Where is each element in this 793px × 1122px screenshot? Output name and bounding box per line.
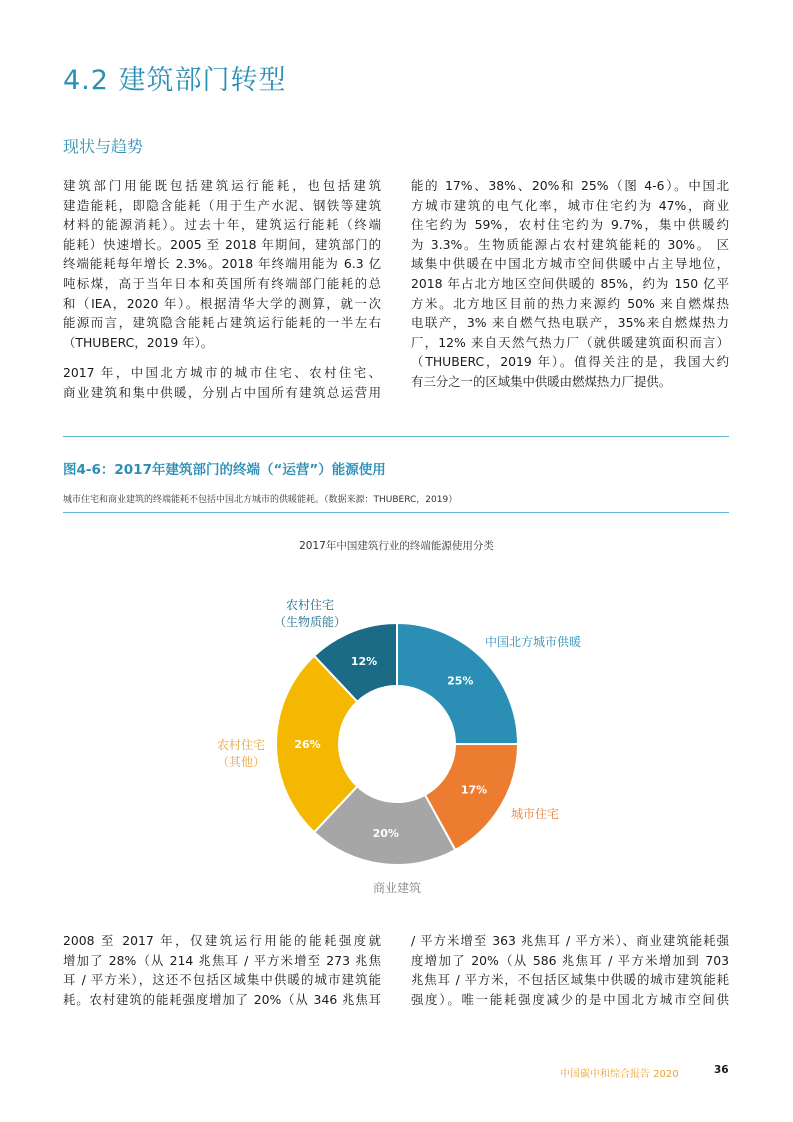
paragraph-line: 2017 年，中国北方城市的城市住宅、农村住宅、	[63, 365, 381, 380]
paragraph-line: 能耗）快速增长。2005 至 2018 年期间，建筑部门的	[63, 236, 381, 252]
paragraph-line: 终端能耗每年增长 2.3%。2018 年终端用能为 6.3 亿	[63, 256, 381, 272]
category-label: （其他）	[216, 755, 266, 769]
section-title: 4.2 建筑部门转型	[63, 65, 287, 96]
slice-value-label: 17%	[460, 783, 488, 797]
paragraph-line: 域集中供暖在中国北方城市空间供暖中占主导地位，	[411, 256, 729, 272]
paragraph-line: 材料的能源消耗）。过去十年，建筑运行能耗（终端	[63, 217, 381, 233]
paragraph-line: 强度）。唯一能耗强度减少的是中国北方城市空间供	[411, 991, 729, 1007]
paragraph-line: 2018 年占北方地区空间供暖的 85%，约为 150 亿平	[411, 275, 729, 291]
paragraph-line: 度增加了 20%（从 586 兆焦耳 / 平方米增加到 703	[411, 952, 729, 968]
slice-value-label: 26%	[294, 738, 321, 751]
paragraph-bottom-left	[63, 931, 381, 1009]
category-label: 中国北方城市供暖	[484, 635, 582, 649]
slice-value-label: 25%	[447, 674, 474, 688]
paragraph-line: 吨标煤，高于当年日本和英国所有终端部门能耗的总	[63, 275, 381, 291]
category-label: （生物质能）	[273, 615, 347, 629]
paragraph-line: 耗。农村建筑的能耗强度增加了 20%（从 346 兆焦耳	[63, 991, 381, 1007]
category-label: 农村住宅	[285, 598, 335, 612]
paragraph-line: 方米。北方地区目前的热力来源约 50% 来自燃煤热	[411, 295, 729, 311]
paragraph-line: 能的 17%、38%、20%和 25%（图 4-6）。中国北	[411, 178, 729, 193]
paragraph-line: （THUBERC，2019 年）。值得关注的是，我国大约	[411, 354, 729, 370]
paragraph-line: / 平方米增至 363 兆焦耳 / 平方米）、商业建筑能耗强	[411, 933, 729, 948]
paragraph-line: 有三分之一的区域集中供暖由燃煤热力厂提供。	[411, 373, 672, 389]
paragraph-line: 建造能耗，即隐含能耗（用于生产水泥、钢铁等建筑	[63, 197, 381, 213]
paragraph-line: 兆焦耳 / 平方米，不包括区域集中供暖的城市建筑能耗	[411, 972, 729, 988]
paragraph-line: 为 3.3%。生物质能源占农村建筑能耗的 30%。 区	[411, 236, 729, 252]
chart-title: 2017年中国建筑行业的终端能源使用分类	[299, 540, 494, 552]
figure-title: 图4-6：2017年建筑部门的终端（“运营”）能源使用	[63, 462, 386, 478]
paragraph-line: 厂，12% 来自天然气热力厂（就供暖建筑面积而言）	[411, 334, 729, 350]
category-label: 城市住宅	[510, 807, 560, 821]
paragraph-bottom-right	[411, 931, 729, 1009]
footer-report-name: 中国碳中和综合报告 2020	[560, 1069, 679, 1080]
paragraph-line: 2008 至 2017 年，仅建筑运行用能的能耗强度就	[63, 933, 381, 948]
paragraph-line: 建筑部门用能既包括建筑运行能耗，也包括建筑	[63, 178, 381, 193]
paragraph-line: 商业建筑和集中供暖，分别占中国所有建筑总运营用	[63, 384, 381, 400]
paragraph-line: （THUBERC，2019 年）。	[63, 334, 214, 350]
slice-value-label: 20%	[372, 826, 399, 840]
paragraph-line: 能源而言，建筑隐含能耗占建筑运行能耗的一半左右	[63, 315, 381, 331]
paragraph-line: 电联产，3% 来自燃气热电联产，35%来自燃煤热力	[411, 315, 729, 331]
category-label: 商业建筑	[372, 881, 422, 895]
paragraph-line: 增加了 28%（从 214 兆焦耳 / 平方米增至 273 兆焦	[63, 952, 381, 968]
page-number: 36	[714, 1064, 729, 1076]
paragraph-line: 和（IEA，2020 年）。根据清华大学的测算，就一次	[63, 295, 381, 311]
paragraph-line: 方城市建筑的电气化率，城市住宅约为 47%，商业	[411, 197, 729, 213]
category-label: 农村住宅	[216, 738, 266, 752]
sub-heading: 现状与趋势	[63, 137, 144, 156]
paragraph-line: 住宅约为 59%，农村住宅约为 9.7%，集中供暖约	[411, 217, 729, 233]
figure-note: 城市住宅和商业建筑的终端能耗不包括中国北方城市的供暖能耗。（数据来源：THUBERC，2019）	[63, 495, 458, 505]
paragraph-line: 耳 / 平方米），这还不包括区域集中供暖的城市建筑能	[63, 972, 381, 988]
slice-value-label: 12%	[350, 654, 378, 668]
